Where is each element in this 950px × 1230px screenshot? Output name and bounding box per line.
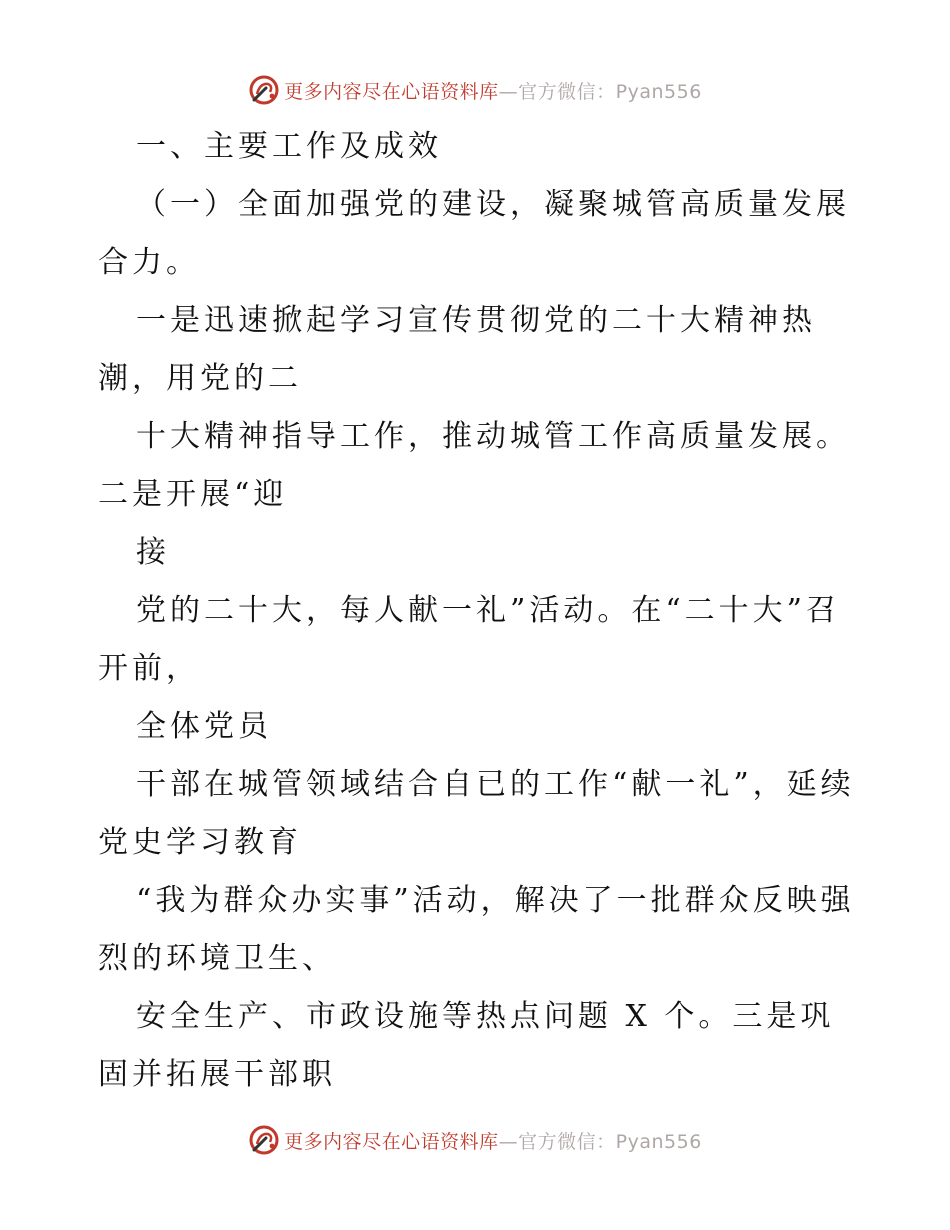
body-paragraph: 全体党员 (136, 709, 272, 744)
body-paragraph: 安全生产、市政设施等热点问题 X 个。三是巩固并拓展干部职 (98, 999, 835, 1092)
body-paragraph: 党的二十大，每人献一礼”活动。在“二十大”召开前， (98, 593, 841, 686)
watermark-text: 更多内容尽在心语资料库—官方微信：Pyan556 (284, 1130, 702, 1153)
body-paragraph: 一是迅速掀起学习宣传贯彻党的二十大精神热潮，用党的二 (98, 303, 816, 396)
section-heading: 一、主要工作及成效 (136, 129, 442, 164)
watermark-banner-top (0, 70, 950, 110)
brain-pen-logo-icon (248, 74, 280, 106)
document-body (98, 118, 858, 1104)
watermark-banner-bottom (0, 1120, 950, 1160)
body-paragraph: 干部在城管领域结合自已的工作“献一礼”，延续党史学习教育 (98, 767, 855, 860)
subsection-heading: （一）全面加强党的建设，凝聚城管高质量发展合力。 (98, 187, 850, 280)
watermark-text: 更多内容尽在心语资料库—官方微信：Pyan556 (284, 80, 702, 103)
body-paragraph: 接 (136, 535, 170, 570)
body-paragraph: “我为群众办实事”活动，解决了一批群众反映强烈的环境卫生、 (98, 883, 855, 976)
brain-pen-logo-icon (248, 1124, 280, 1156)
body-paragraph: 十大精神指导工作，推动城管工作高质量发展。二是开展“迎 (98, 419, 850, 512)
